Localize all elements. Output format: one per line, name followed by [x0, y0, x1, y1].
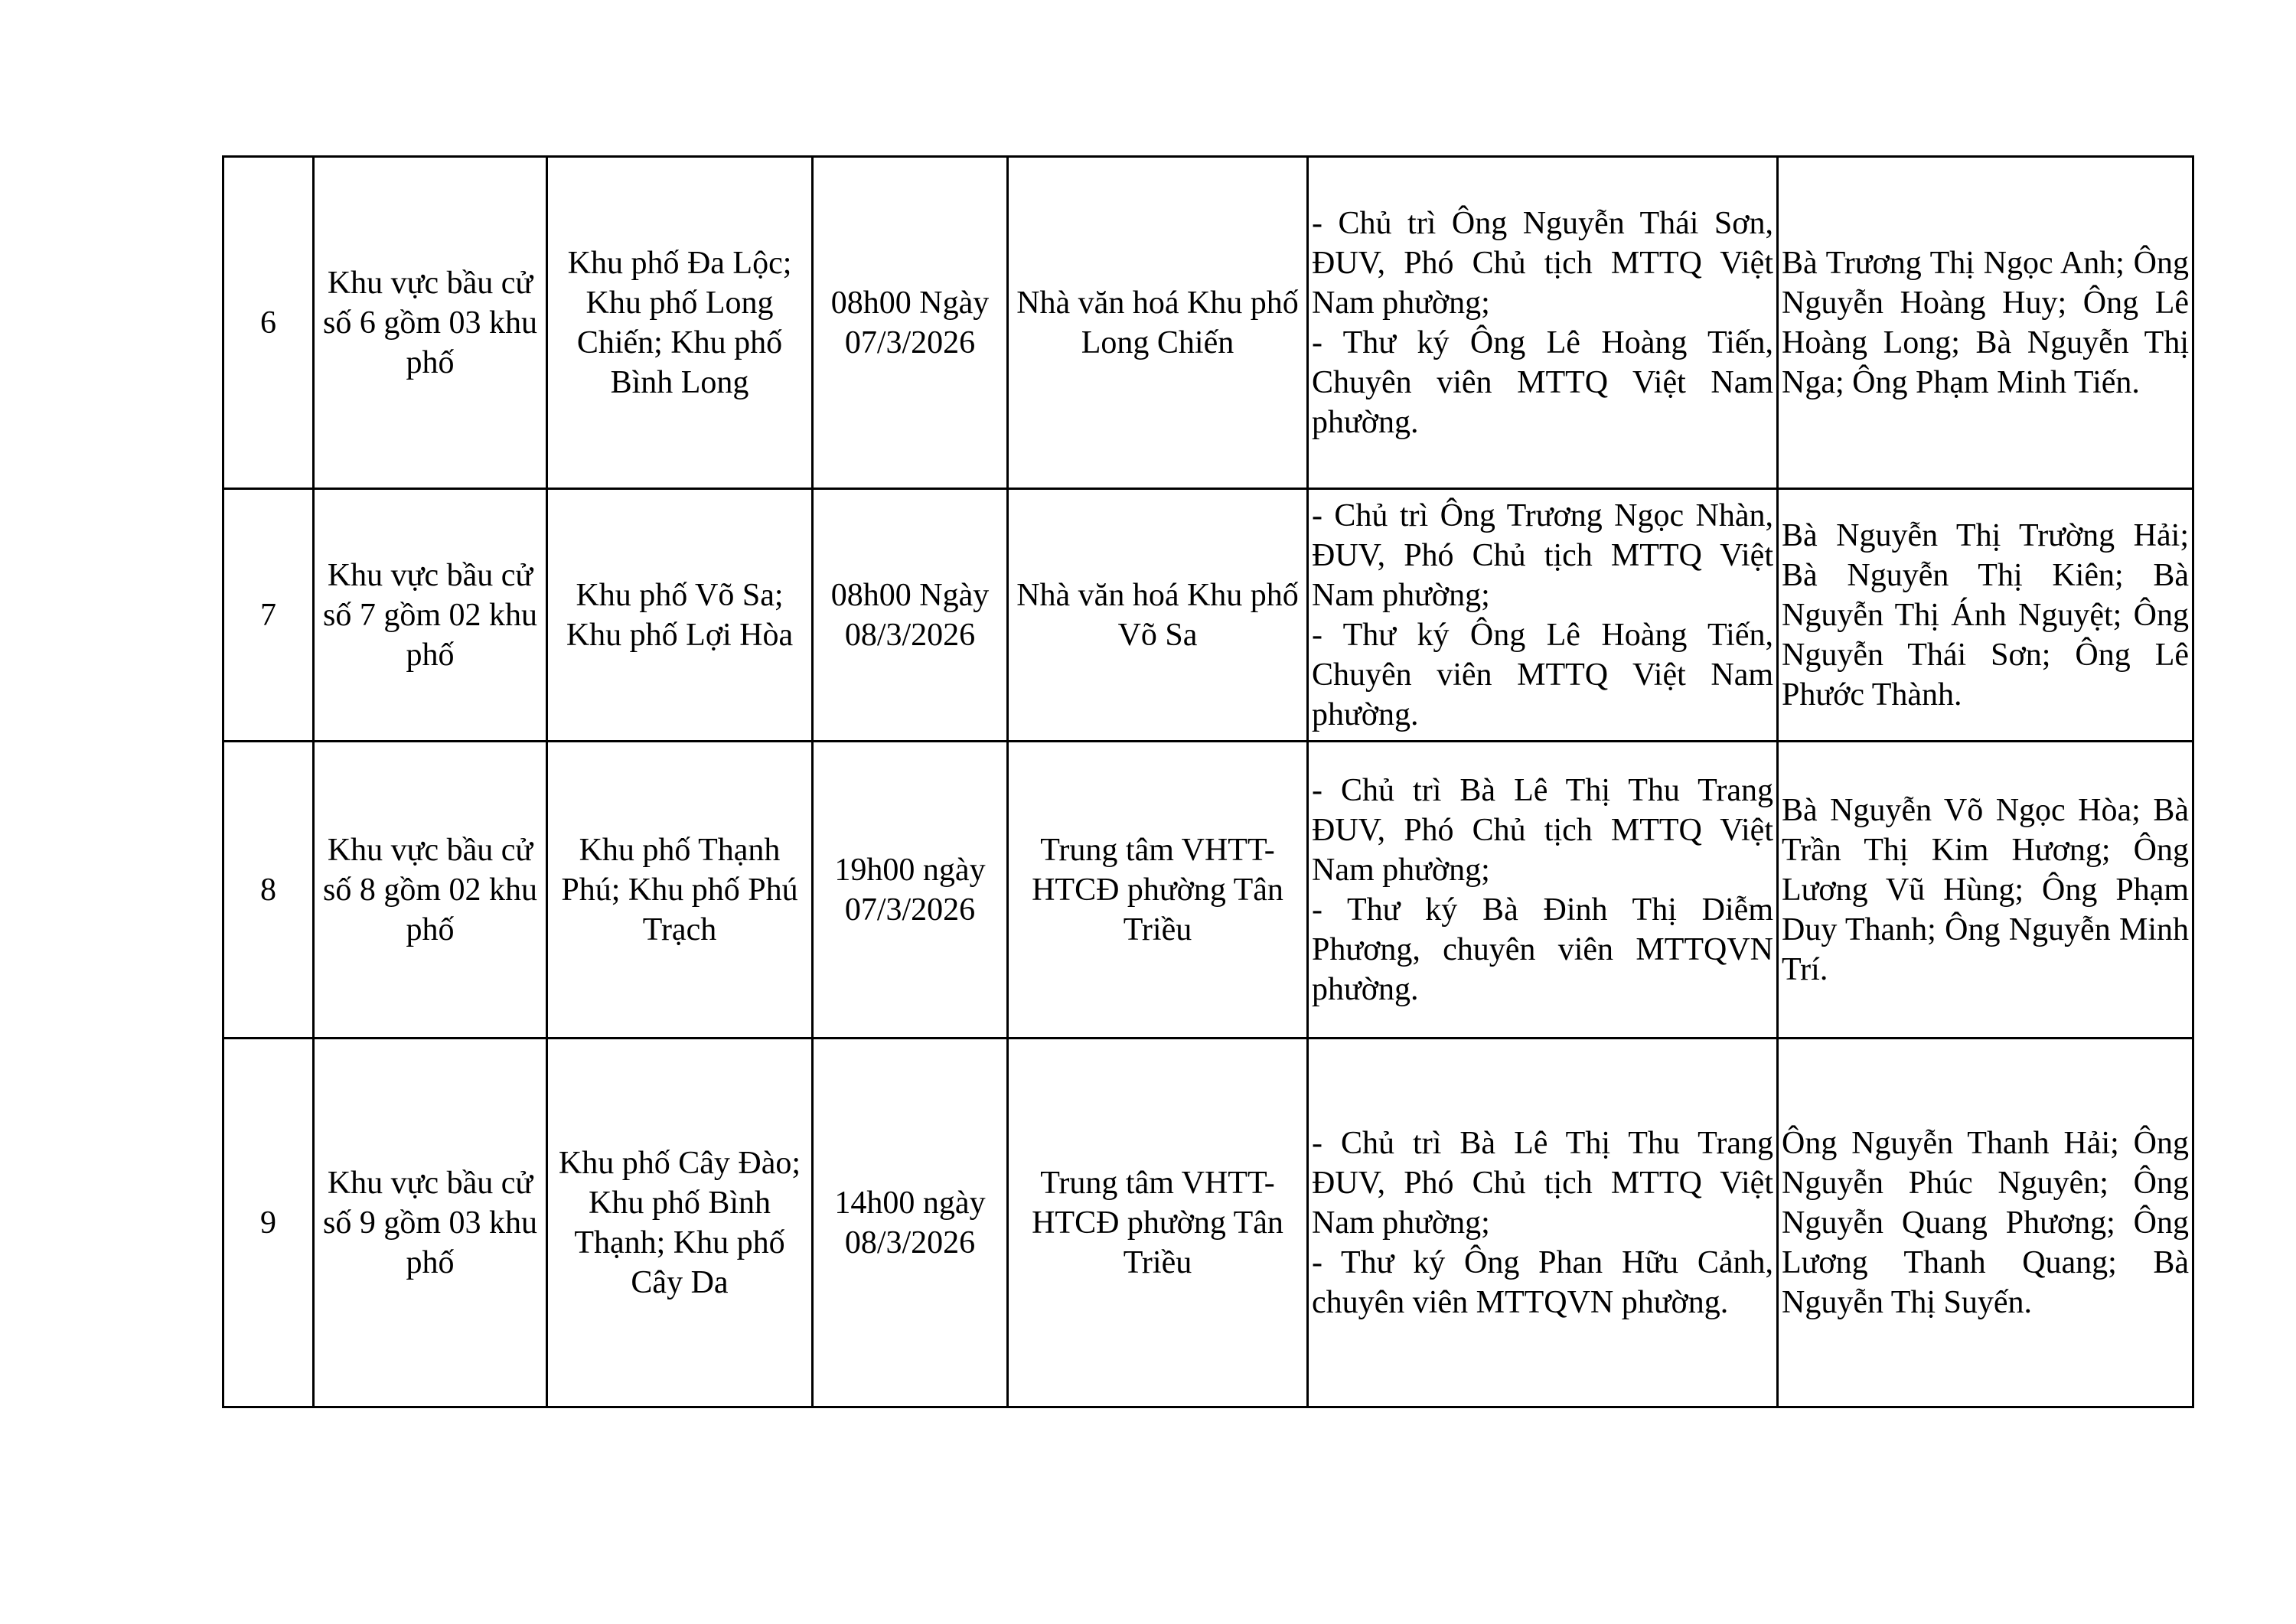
cell-venue: Trung tâm VHTT-HTCĐ phường Tân Triều — [1008, 742, 1308, 1039]
table-row — [223, 157, 2193, 489]
chair-text: - Chủ trì Bà Lê Thị Thu Trang ĐUV, Phó Chủ tịch MTTQ Việt Nam phường; — [1312, 772, 1773, 888]
chair-text: - Chủ trì Ông Nguyễn Thái Sơn, ĐUV, Phó Chủ tịch MTTQ Việt Nam phường; — [1312, 205, 1773, 321]
cell-venue: Nhà văn hoá Khu phố Võ Sa — [1008, 489, 1308, 742]
cell-members: Ông Nguyễn Thanh Hải; Ông Nguyễn Phúc Nguyên; Ông Nguyễn Quang Phương; Ông Lương Thanh Quang; Bà Nguyễn Thị Suyến. — [1778, 1039, 2193, 1407]
cell-organizers — [1308, 742, 1778, 1039]
cell-members: Bà Nguyễn Võ Ngọc Hòa; Bà Trần Thị Kim Hương; Ông Lương Vũ Hùng; Ông Phạm Duy Thanh; Ông Nguyễn Minh Trí. — [1778, 742, 2193, 1039]
cell-organizers — [1308, 489, 1778, 742]
cell-stt: 6 — [223, 157, 314, 489]
cell-time: 08h00 Ngày 07/3/2026 — [813, 157, 1008, 489]
cell-neighborhoods: Khu phố Cây Đào; Khu phố Bình Thạnh; Khu phố Cây Da — [547, 1039, 813, 1407]
cell-area: Khu vực bầu cử số 7 gồm 02 khu phố — [314, 489, 547, 742]
table-row — [223, 742, 2193, 1039]
cell-venue: Trung tâm VHTT-HTCĐ phường Tân Triều — [1008, 1039, 1308, 1407]
cell-neighborhoods: Khu phố Thạnh Phú; Khu phố Phú Trạch — [547, 742, 813, 1039]
cell-members: Bà Nguyễn Thị Trường Hải; Bà Nguyễn Thị Kiên; Bà Nguyễn Thị Ánh Nguyệt; Ông Nguyễn Thái Sơn; Ông Lê Phước Thành. — [1778, 489, 2193, 742]
cell-stt: 9 — [223, 1039, 314, 1407]
cell-area: Khu vực bầu cử số 8 gồm 02 khu phố — [314, 742, 547, 1039]
cell-stt: 8 — [223, 742, 314, 1039]
cell-time: 19h00 ngày 07/3/2026 — [813, 742, 1008, 1039]
secretary-text: - Thư ký Bà Đinh Thị Diễm Phương, chuyên viên MTTQVN phường. — [1312, 892, 1773, 1007]
cell-area: Khu vực bầu cử số 6 gồm 03 khu phố — [314, 157, 547, 489]
election-meeting-table — [222, 155, 2194, 1408]
secretary-text: - Thư ký Ông Lê Hoàng Tiến, Chuyên viên MTTQ Việt Nam phường. — [1312, 617, 1773, 732]
secretary-text: - Thư ký Ông Phan Hữu Cảnh, chuyên viên MTTQVN phường. — [1312, 1244, 1773, 1320]
cell-neighborhoods: Khu phố Võ Sa; Khu phố Lợi Hòa — [547, 489, 813, 742]
cell-members: Bà Trương Thị Ngọc Anh; Ông Nguyễn Hoàng Huy; Ông Lê Hoàng Long; Bà Nguyễn Thị Nga; Ông Phạm Minh Tiến. — [1778, 157, 2193, 489]
cell-stt: 7 — [223, 489, 314, 742]
cell-organizers — [1308, 1039, 1778, 1407]
cell-neighborhoods: Khu phố Đa Lộc; Khu phố Long Chiến; Khu phố Bình Long — [547, 157, 813, 489]
chair-text: - Chủ trì Bà Lê Thị Thu Trang ĐUV, Phó Chủ tịch MTTQ Việt Nam phường; — [1312, 1125, 1773, 1241]
cell-time: 14h00 ngày 08/3/2026 — [813, 1039, 1008, 1407]
cell-time: 08h00 Ngày 08/3/2026 — [813, 489, 1008, 742]
cell-organizers — [1308, 157, 1778, 489]
table-row — [223, 1039, 2193, 1407]
cell-area: Khu vực bầu cử số 9 gồm 03 khu phố — [314, 1039, 547, 1407]
table-row — [223, 489, 2193, 742]
chair-text: - Chủ trì Ông Trương Ngọc Nhàn, ĐUV, Phó Chủ tịch MTTQ Việt Nam phường; — [1312, 497, 1773, 613]
cell-venue: Nhà văn hoá Khu phố Long Chiến — [1008, 157, 1308, 489]
secretary-text: - Thư ký Ông Lê Hoàng Tiến, Chuyên viên MTTQ Việt Nam phường. — [1312, 324, 1773, 440]
